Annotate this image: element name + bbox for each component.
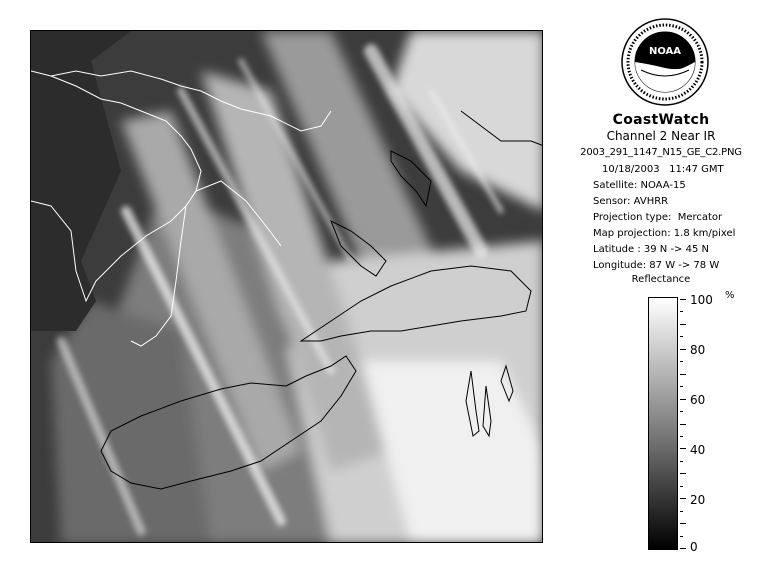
datetime-label: 10/18/2003 11:47 GMT — [602, 164, 724, 175]
channel-label: Channel 2 Near IR — [606, 129, 716, 143]
scale-tick — [680, 311, 683, 312]
scale-unit: % — [725, 290, 735, 301]
scale-tick — [680, 498, 686, 499]
projection-type-label: Projection type: Mercator — [593, 212, 723, 223]
scale-tick — [680, 448, 686, 449]
info-panel — [560, 0, 782, 572]
latitude-label: Latitude : 39 N -> 45 N — [593, 244, 709, 255]
scale-tick — [680, 536, 683, 537]
scale-label-40: 40 — [690, 443, 706, 457]
app-title: CoastWatch — [612, 112, 710, 128]
scale-tick — [680, 461, 683, 462]
longitude-label: Longitude: 87 W -> 78 W — [593, 260, 720, 271]
map-projection-label: Map projection: 1.8 km/pixel — [593, 228, 736, 239]
scale-title: Reflectance — [631, 274, 691, 285]
scale-tick — [680, 436, 683, 437]
noaa-logo — [621, 18, 709, 106]
scale-tick — [680, 399, 686, 400]
scale-tick — [680, 374, 686, 375]
scale-tick — [680, 386, 683, 387]
scale-tick — [680, 486, 683, 487]
scale-tick — [680, 411, 683, 412]
scale-tick — [680, 336, 683, 337]
scale-tick — [680, 424, 686, 425]
scale-tick — [680, 324, 686, 325]
scale-label-80: 80 — [690, 343, 706, 357]
filename-label: 2003_291_1147_N15_GE_C2.PNG — [580, 147, 742, 158]
satellite-image — [30, 30, 543, 543]
scale-tick — [680, 511, 683, 512]
scale-tick — [680, 523, 686, 524]
logo-text: NOAA — [648, 46, 682, 57]
scale-label-0: 0 — [690, 540, 698, 554]
reflectance-color-bar — [648, 297, 678, 550]
satellite-label: Satellite: NOAA-15 — [593, 180, 686, 191]
scale-label-20: 20 — [690, 493, 706, 507]
scale-tick — [680, 299, 686, 300]
scale-label-60: 60 — [690, 393, 706, 407]
scale-tick — [680, 349, 686, 350]
scale-tick — [680, 473, 686, 474]
scale-tick — [680, 548, 686, 549]
scale-tick — [680, 361, 683, 362]
scale-label-100: 100 — [690, 293, 713, 307]
sensor-label: Sensor: AVHRR — [593, 196, 669, 207]
